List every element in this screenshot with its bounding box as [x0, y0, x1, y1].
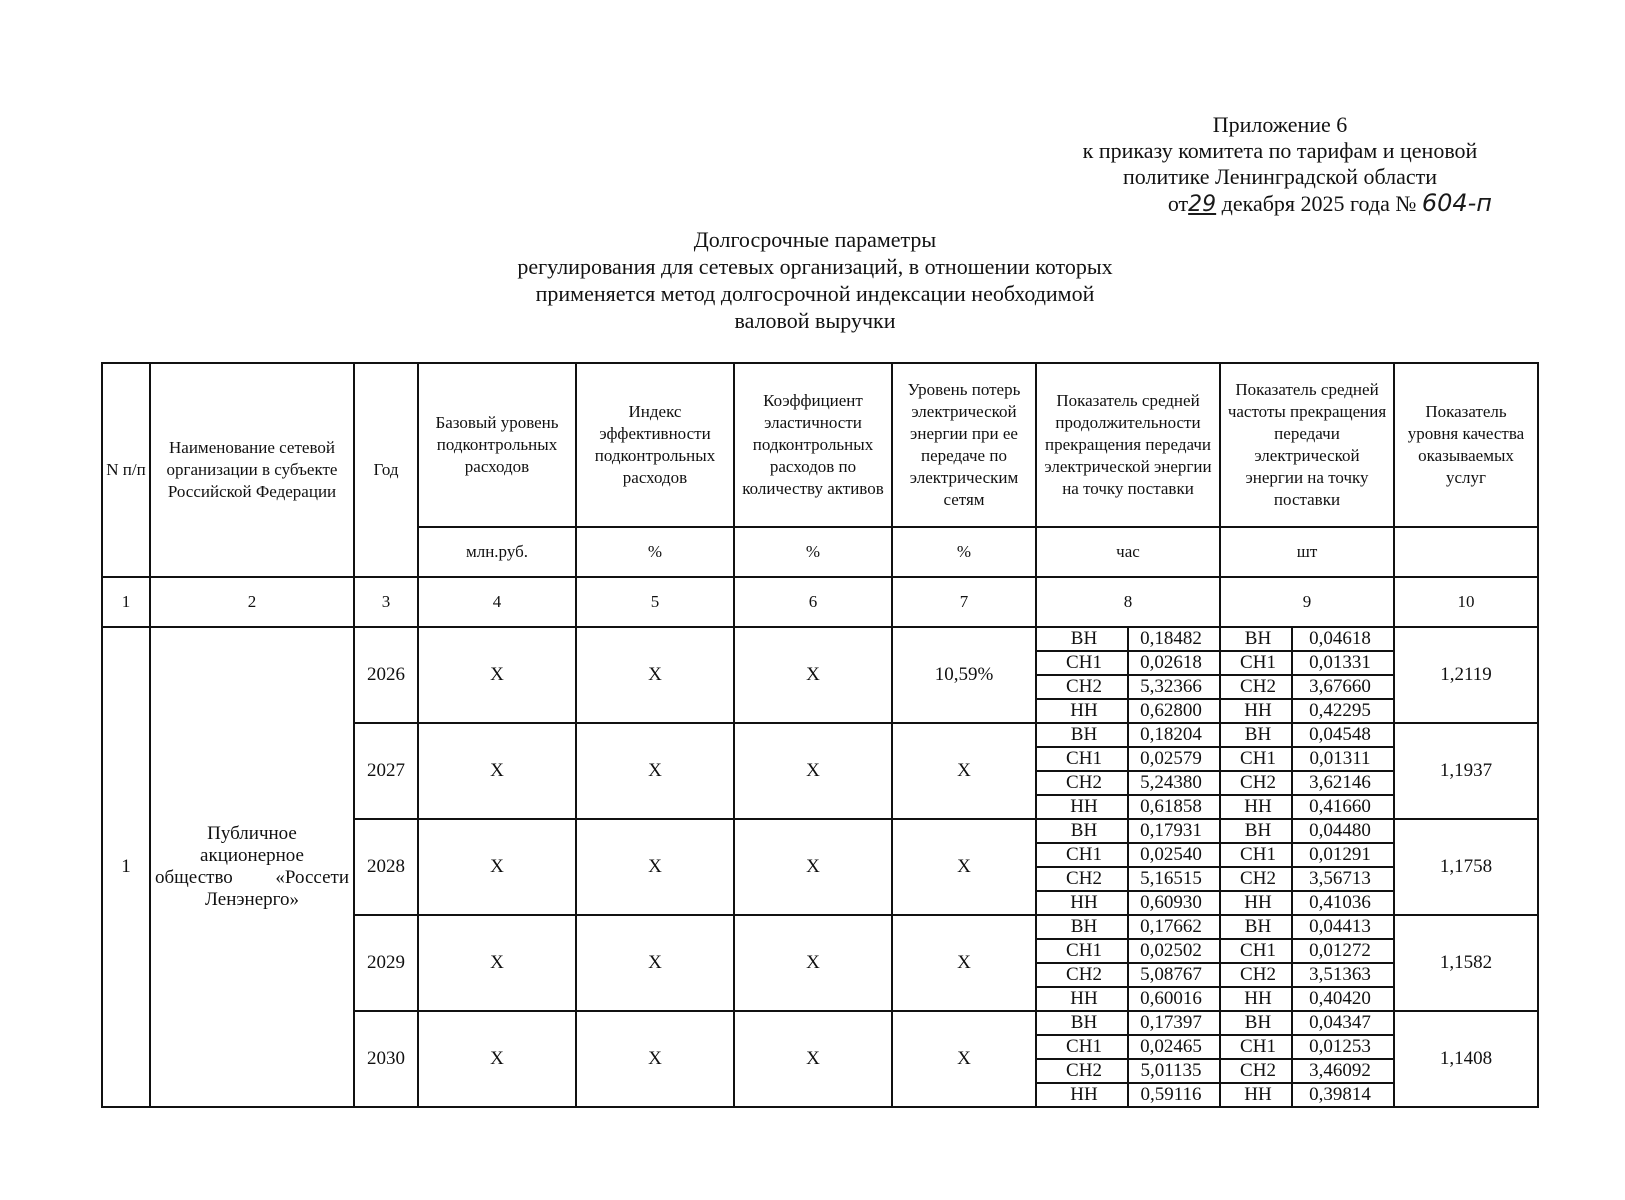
duration-voltage-level: СН2: [1036, 771, 1128, 795]
duration-value: 0,61858: [1128, 795, 1220, 819]
unit-quality: [1394, 527, 1538, 577]
frequency-value: 0,41036: [1292, 891, 1394, 915]
parameters-table: [101, 362, 1539, 1108]
duration-value: 0,17662: [1128, 915, 1220, 939]
duration-value: 5,32366: [1128, 675, 1220, 699]
organization-name-line: Публичное: [207, 823, 297, 844]
duration-voltage-level: НН: [1036, 699, 1128, 723]
frequency-value: 3,56713: [1292, 867, 1394, 891]
duration-value: 5,01135: [1128, 1059, 1220, 1083]
frequency-value: 3,67660: [1292, 675, 1394, 699]
col-number: 3: [354, 577, 418, 627]
frequency-value: 3,51363: [1292, 963, 1394, 987]
unit-frequency: шт: [1220, 527, 1394, 577]
organization-name-line: Ленэнерго»: [205, 889, 299, 910]
header-row: [102, 363, 1538, 527]
duration-value: 0,62800: [1128, 699, 1220, 723]
year-cell: 2028: [354, 819, 418, 915]
frequency-value: 0,01272: [1292, 939, 1394, 963]
header-year: Год: [354, 363, 418, 577]
frequency-value: 3,46092: [1292, 1059, 1394, 1083]
unit-efficiency: %: [576, 527, 734, 577]
frequency-voltage-level: ВН: [1220, 915, 1292, 939]
quality-cell: 1,1582: [1394, 915, 1538, 1011]
elasticity-cell: X: [734, 1011, 892, 1107]
duration-value: 0,02540: [1128, 843, 1220, 867]
quality-cell: 1,2119: [1394, 627, 1538, 723]
appendix-title: Приложение 6: [1212, 112, 1348, 137]
quality-cell: 1,1937: [1394, 723, 1538, 819]
appendix-order-ref: к приказу комитета по тарифам и ценовой: [1082, 138, 1478, 163]
title-line-2: регулирования для сетевых организаций, в отношении которых: [517, 254, 1113, 279]
col-number: 7: [892, 577, 1036, 627]
frequency-voltage-level: СН1: [1220, 843, 1292, 867]
frequency-voltage-level: ВН: [1220, 723, 1292, 747]
duration-voltage-level: ВН: [1036, 1011, 1128, 1035]
losses-cell: X: [892, 819, 1036, 915]
frequency-value: 0,04480: [1292, 819, 1394, 843]
duration-value: 0,18204: [1128, 723, 1220, 747]
duration-voltage-level: НН: [1036, 795, 1128, 819]
quality-cell: 1,1408: [1394, 1011, 1538, 1107]
losses-cell: X: [892, 915, 1036, 1011]
frequency-voltage-level: СН2: [1220, 675, 1292, 699]
duration-voltage-level: ВН: [1036, 723, 1128, 747]
unit-base: млн.руб.: [418, 527, 576, 577]
efficiency-index-cell: X: [576, 627, 734, 723]
col-number: 10: [1394, 577, 1538, 627]
col-number: 5: [576, 577, 734, 627]
year-cell: 2027: [354, 723, 418, 819]
frequency-value: 0,04618: [1292, 627, 1394, 651]
frequency-voltage-level: ВН: [1220, 1011, 1292, 1035]
frequency-voltage-level: НН: [1220, 795, 1292, 819]
col-number: 4: [418, 577, 576, 627]
frequency-voltage-level: ВН: [1220, 627, 1292, 651]
duration-voltage-level: СН1: [1036, 843, 1128, 867]
duration-value: 0,02502: [1128, 939, 1220, 963]
duration-voltage-level: НН: [1036, 1083, 1128, 1107]
losses-cell: X: [892, 1011, 1036, 1107]
duration-value: 5,24380: [1128, 771, 1220, 795]
base-level-cell: X: [418, 1011, 576, 1107]
duration-value: 0,18482: [1128, 627, 1220, 651]
duration-voltage-level: СН2: [1036, 963, 1128, 987]
duration-value: 0,17931: [1128, 819, 1220, 843]
frequency-value: 0,42295: [1292, 699, 1394, 723]
duration-value: 0,02579: [1128, 747, 1220, 771]
frequency-voltage-level: СН2: [1220, 963, 1292, 987]
frequency-voltage-level: НН: [1220, 987, 1292, 1011]
organization-name-line: акционерное: [200, 845, 304, 866]
frequency-value: 0,41660: [1292, 795, 1394, 819]
column-numbers-row: [102, 577, 1538, 627]
duration-voltage-level: СН2: [1036, 1059, 1128, 1083]
base-level-cell: X: [418, 627, 576, 723]
elasticity-cell: X: [734, 723, 892, 819]
header-frequency: Показатель средней частоты прекращения передачи электрической энергии на точку поставки: [1220, 363, 1394, 527]
unit-losses: %: [892, 527, 1036, 577]
row-number: 1: [102, 627, 150, 1107]
duration-value: 0,59116: [1128, 1083, 1220, 1107]
duration-value: 5,16515: [1128, 867, 1220, 891]
date-day-handwritten: 29: [1188, 192, 1217, 217]
frequency-voltage-level: СН1: [1220, 651, 1292, 675]
unit-elasticity: %: [734, 527, 892, 577]
frequency-value: 0,04347: [1292, 1011, 1394, 1035]
appendix-committee: политике Ленинградской области: [1122, 164, 1437, 189]
year-cell: 2026: [354, 627, 418, 723]
frequency-voltage-level: НН: [1220, 1083, 1292, 1107]
frequency-voltage-level: НН: [1220, 699, 1292, 723]
frequency-voltage-level: СН1: [1220, 1035, 1292, 1059]
efficiency-index-cell: X: [576, 723, 734, 819]
base-level-cell: X: [418, 723, 576, 819]
duration-value: 0,02465: [1128, 1035, 1220, 1059]
table-body: [102, 363, 1538, 1107]
col-number: 1: [102, 577, 150, 627]
duration-voltage-level: НН: [1036, 987, 1128, 1011]
frequency-value: 0,01311: [1292, 747, 1394, 771]
frequency-value: 3,62146: [1292, 771, 1394, 795]
appendix-date-line: [1040, 190, 1520, 218]
frequency-value: 0,01331: [1292, 651, 1394, 675]
duration-value: 0,60930: [1128, 891, 1220, 915]
base-level-cell: X: [418, 819, 576, 915]
frequency-voltage-level: НН: [1220, 891, 1292, 915]
order-number-handwritten: 604-п: [1421, 189, 1492, 217]
frequency-value: 0,01291: [1292, 843, 1394, 867]
duration-voltage-level: ВН: [1036, 915, 1128, 939]
frequency-value: 0,01253: [1292, 1035, 1394, 1059]
efficiency-index-cell: X: [576, 819, 734, 915]
document-title: [400, 226, 1230, 334]
header-elasticity: Коэффициент эластичности подконтрольных расходов по количеству активов: [734, 363, 892, 527]
duration-voltage-level: ВН: [1036, 627, 1128, 651]
duration-voltage-level: СН2: [1036, 675, 1128, 699]
elasticity-cell: X: [734, 627, 892, 723]
organization-name-line: общество «Россети: [155, 867, 349, 888]
duration-value: 0,60016: [1128, 987, 1220, 1011]
frequency-value: 0,39814: [1292, 1083, 1394, 1107]
frequency-voltage-level: СН1: [1220, 939, 1292, 963]
frequency-value: 0,04548: [1292, 723, 1394, 747]
duration-voltage-level: СН2: [1036, 867, 1128, 891]
col-number: 2: [150, 577, 354, 627]
date-suffix: декабря 2025 года №: [1221, 191, 1417, 216]
unit-duration: час: [1036, 527, 1220, 577]
duration-value: 0,17397: [1128, 1011, 1220, 1035]
frequency-value: 0,40420: [1292, 987, 1394, 1011]
base-level-cell: X: [418, 915, 576, 1011]
losses-cell: X: [892, 723, 1036, 819]
frequency-value: 0,04413: [1292, 915, 1394, 939]
frequency-voltage-level: СН1: [1220, 747, 1292, 771]
header-duration: Показатель средней продолжительности прекращения передачи электрической энергии на точку поставки: [1036, 363, 1220, 527]
table-row: [102, 627, 1538, 651]
elasticity-cell: X: [734, 915, 892, 1011]
header-losses: Уровень потерь электрической энергии при ее передаче по электрическим сетям: [892, 363, 1036, 527]
frequency-voltage-level: СН2: [1220, 771, 1292, 795]
quality-cell: 1,1758: [1394, 819, 1538, 915]
year-cell: 2029: [354, 915, 418, 1011]
duration-voltage-level: СН1: [1036, 939, 1128, 963]
duration-voltage-level: СН1: [1036, 1035, 1128, 1059]
col-number: 6: [734, 577, 892, 627]
header-quality: Показатель уровня качества оказываемых услуг: [1394, 363, 1538, 527]
header-org: Наименование сетевой организации в субъекте Российской Федерации: [150, 363, 354, 577]
duration-voltage-level: СН1: [1036, 747, 1128, 771]
header-base: Базовый уровень подконтрольных расходов: [418, 363, 576, 527]
efficiency-index-cell: X: [576, 915, 734, 1011]
duration-voltage-level: НН: [1036, 891, 1128, 915]
date-prefix: от: [1167, 191, 1189, 216]
efficiency-index-cell: X: [576, 1011, 734, 1107]
header-efficiency: Индекс эффективности подконтрольных расходов: [576, 363, 734, 527]
frequency-voltage-level: СН2: [1220, 867, 1292, 891]
frequency-voltage-level: ВН: [1220, 819, 1292, 843]
year-cell: 2030: [354, 1011, 418, 1107]
frequency-voltage-level: СН2: [1220, 1059, 1292, 1083]
organization-name: [150, 627, 354, 1107]
duration-voltage-level: СН1: [1036, 651, 1128, 675]
losses-cell: 10,59%: [892, 627, 1036, 723]
duration-value: 5,08767: [1128, 963, 1220, 987]
duration-voltage-level: ВН: [1036, 819, 1128, 843]
appendix-header: [1040, 112, 1520, 218]
title-line-4: валовой выручки: [734, 308, 896, 333]
title-line-1: Долгосрочные параметры: [693, 227, 937, 252]
title-line-3: применяется метод долгосрочной индексации необходимой: [535, 281, 1095, 306]
duration-value: 0,02618: [1128, 651, 1220, 675]
header-num: N п/п: [102, 363, 150, 577]
col-number: 8: [1036, 577, 1220, 627]
col-number: 9: [1220, 577, 1394, 627]
elasticity-cell: X: [734, 819, 892, 915]
